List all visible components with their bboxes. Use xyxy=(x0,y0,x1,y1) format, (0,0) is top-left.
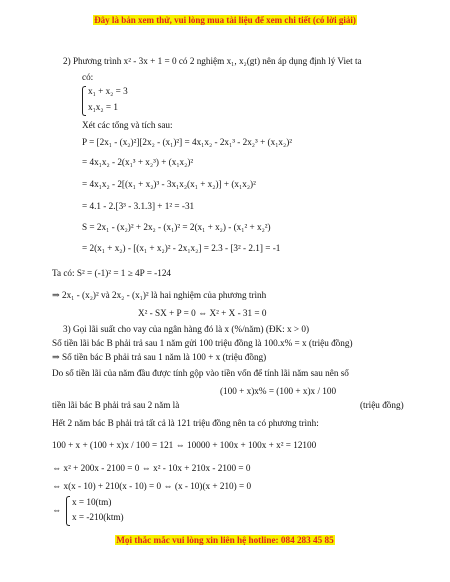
text-line: Ta có: S² = (-1)² = 1 ≥ 4P = -124 xyxy=(52,268,172,278)
text-line: ⇔ xyxy=(52,505,62,515)
text-line: ⇒ 2x₁ - (x₂)² và 2x₂ - (x₁)² là hai nghiệm của phương trình xyxy=(52,290,267,300)
text-line: x = 10(tm) xyxy=(72,497,112,507)
text-line: ⇔ x² + 200x - 2100 = 0 ⇔ x² - 10x + 210x - 2100 = 0 xyxy=(52,463,251,473)
text-line: 100 + x + (100 + x)x / 100 = 121 ⇔ 10000 + 100x + 100x + x² = 12100 xyxy=(52,440,317,450)
text-line: Do số tiền lãi của năm đầu được tính gộp vào tiền vốn để tính lãi năm sau nên số xyxy=(52,368,349,378)
text-line: ⇔ x(x - 10) + 210(x - 10) = 0 ⇔ (x - 10)(x + 210) = 0 xyxy=(52,481,252,491)
text-line: có: xyxy=(82,72,94,82)
text-line: x = -210(ktm) xyxy=(72,512,124,522)
text-line: x₁ + x₂ = 3 xyxy=(88,86,128,96)
header-banner: Đây là bản xem thử, vui lòng mua tài liệu để xem chi tiết (có lời giải) xyxy=(94,15,356,25)
text-line: tiền lãi bác B phải trả sau 2 năm là xyxy=(52,400,180,410)
text-line: S = 2x₁ - (x₂)² + 2x₂ - (x₁)² = 2(x₁ + x₂) - (x₁² + x₂²) xyxy=(82,222,271,232)
text-line: Số tiền lãi bác B phải trả sau 1 năm gửi 100 triệu đồng là 100.x% = x (triệu đồng) xyxy=(52,338,353,348)
text-line: P = [2x₁ - (x₂)²][2x₂ - (x₁)²] = 4x₁x₂ - 2x₁³ - 2x₂³ + (x₁x₂)² xyxy=(82,137,293,147)
footer-banner: Mọi thắc mắc vui lòng xin liên hệ hotline: 084 283 45 85 xyxy=(116,535,334,545)
text-line: = 4x₁x₂ - 2(x₁³ + x₂³) + (x₁x₂)² xyxy=(82,157,194,167)
text-line: = 4x₁x₂ - 2[(x₁ + x₂)³ - 3x₁x₂(x₁ + x₂)] + (x₁x₂)² xyxy=(82,179,256,189)
text-line: (100 + x)x% = (100 + x)x / 100 xyxy=(220,386,337,396)
text-line: Xét các tổng và tích sau: xyxy=(82,120,173,130)
text-line: Hết 2 năm bác B phải trả tất cả là 121 triệu đồng nên ta có phương trình: xyxy=(52,418,319,428)
text-line: X² - SX + P = 0 ⇔ X² + X - 31 = 0 xyxy=(138,308,267,318)
solution-brace xyxy=(66,496,70,526)
text-line: (triệu đồng) xyxy=(360,400,404,410)
text-line: x₁x₂ = 1 xyxy=(88,102,118,112)
text-line: = 4.1 - 2.[3³ - 3.1.3] + 1² = -31 xyxy=(82,201,195,211)
system-brace xyxy=(82,86,86,116)
text-line: 3) Gọi lãi suất cho vay của ngân hàng đó là x (%/năm) (ĐK: x > 0) xyxy=(63,324,310,334)
text-line: 2) Phương trình x² - 3x + 1 = 0 có 2 nghiệm x₁, x₂(gt) nên áp dụng định lý Viet ta xyxy=(63,56,362,66)
text-line: = 2(x₁ + x₂) - [(x₁ + x₂)² - 2x₁x₂] = 2.3 - [3² - 2.1] = -1 xyxy=(82,243,281,253)
text-line: ⇒ Số tiền bác B phải trả sau 1 năm là 100 + x (triệu đồng) xyxy=(52,352,267,362)
